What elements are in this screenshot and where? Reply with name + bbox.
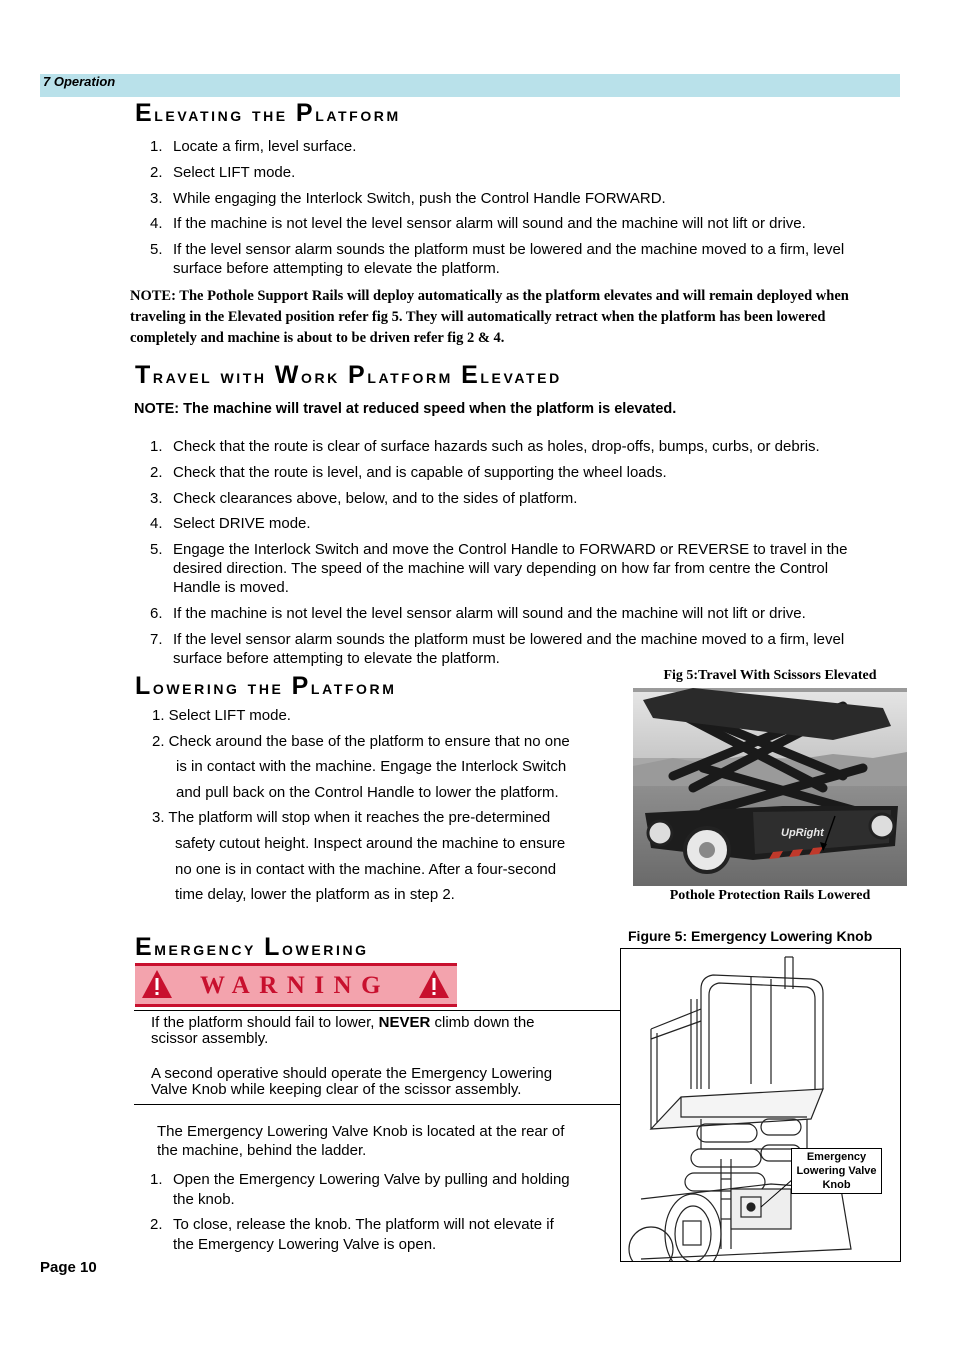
valve-location-text: The Emergency Lowering Valve Knob is located at the rear of the machine, behind the ladder. <box>157 1123 565 1159</box>
emergency-knob-line-drawing <box>621 949 901 1262</box>
lowering-steps: 1. Select LIFT mode. 2. Check around the base of the platform to ensure that no one is in contact with the machine. Engage the Interlock Switch and pull back on the Control Handle to lower the platform. 3. The platform will stop when it reaches the pre-determined safety cutout height. Inspect around the machine to ensure no one is in contact with the machine. After a four-second time delay, lower the platform as in step 2. <box>152 703 570 908</box>
fig5-top-caption: Fig 5:Travel With Scissors Elevated <box>663 668 877 683</box>
upright-logo-text: UpRight <box>781 827 824 839</box>
fig5-knob-caption: Figure 5: Emergency Lowering Knob <box>628 928 873 944</box>
list-item: 3. The platform will stop when it reaches the pre-determined <box>152 809 551 827</box>
section-header-bar <box>40 74 900 97</box>
warning-triangle-icon <box>418 969 450 999</box>
warning-rule-bottom <box>134 1104 620 1105</box>
heading-lowering: Lowering the Platform <box>135 672 397 700</box>
emergency-knob-figure <box>620 948 901 1262</box>
travel-speed-note: NOTE: The machine will travel at reduced speed when the platform is elevated. <box>134 401 677 417</box>
page-number: Page 10 <box>40 1259 97 1276</box>
heading-travel: Travel with Work Platform Elevated <box>135 361 562 389</box>
scissor-lift-photo-illustration <box>633 688 907 886</box>
heading-emergency: Emergency Lowering <box>135 933 369 961</box>
emergency-valve-callout: Emergency Lowering Valve Knob <box>791 1148 882 1194</box>
warning-word: WARNING <box>199 972 391 999</box>
warning-banner <box>135 963 457 1007</box>
pothole-note: NOTE: The Pothole Support Rails will deploy automatically as the platform elevates and will remain deployed when traveling in the Elevated position refer fig 5. They will automatically retract when the platform has been lowered completely and machine is about to be driven refer fig 2 & 4. <box>130 288 849 346</box>
heading-elevating: Elevating the Platform <box>135 99 401 127</box>
section-header-label: 7 Operation <box>43 74 116 89</box>
warning-text: If the platform should fail to lower, NEVER climb down the scissor assembly. A second operative should operate the Emergency Lowering Valve Knob while keeping clear of the scissor assembly. <box>151 1014 553 1098</box>
warning-triangle-icon <box>141 969 173 999</box>
list-item: 1. Select LIFT mode. <box>152 707 291 724</box>
scissor-lift-photo <box>633 688 907 886</box>
warning-rule-top <box>134 1010 620 1011</box>
fig5-bottom-caption: Pothole Protection Rails Lowered <box>669 888 871 903</box>
list-item: 2. Check around the base of the platform to ensure that no one <box>152 732 570 750</box>
